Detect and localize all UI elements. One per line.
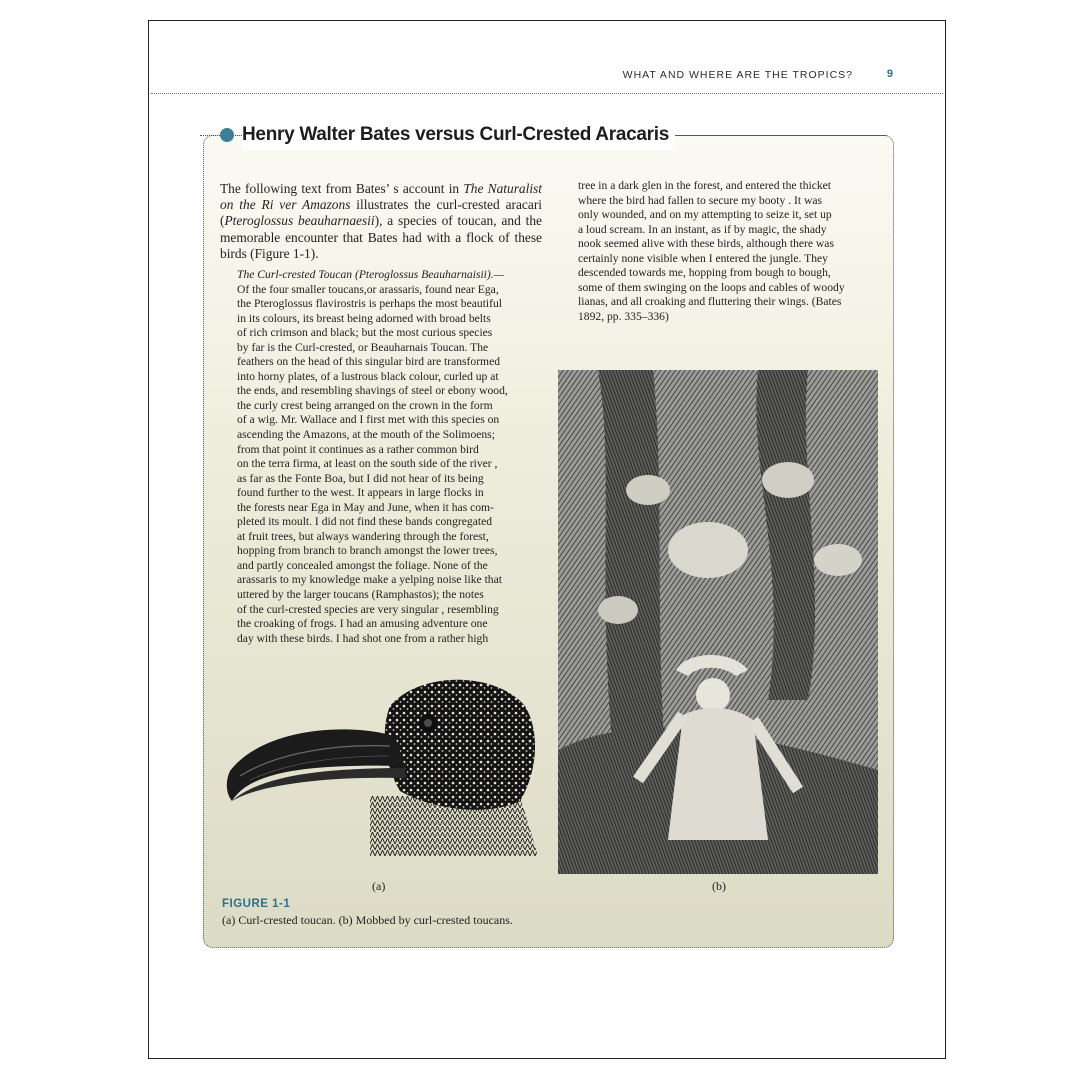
sidebar-heading: Henry Walter Bates versus Curl-Crested Aracaris xyxy=(242,120,675,150)
quote-line: into horny plates, of a lustrous black colour, curled up at xyxy=(237,369,499,383)
figure-label-b: (b) xyxy=(712,879,726,893)
quote-line: a loud scream. In an instant, as if by magic, the shady xyxy=(578,222,827,236)
quote-line: as far as the Fonte Boa, but I did not hear of its being xyxy=(237,471,484,485)
running-head xyxy=(149,69,945,85)
heading-leader-line xyxy=(200,135,222,136)
quote-line: arassaris to my knowledge make a yelping noise like that xyxy=(237,573,502,587)
mobbed-by-toucans-engraving xyxy=(558,370,878,874)
quote-left-lines xyxy=(237,283,527,647)
quote-line: the curly crest being arranged on the crown in the form xyxy=(237,398,493,412)
quote-line: of rich crimson and black; but the most curious species xyxy=(237,326,493,340)
quote-line: pleted its moult. I did not find these bands congregated xyxy=(237,515,493,529)
quote-line: on the terra firma, at least on the south side of the river , xyxy=(237,457,498,471)
quote-line: descended towards me, hopping from bough to bough, xyxy=(578,266,831,280)
quote-heading-text: The Curl-crested Toucan (Pteroglossus Beauharnaisii).— xyxy=(237,268,504,281)
book-page xyxy=(148,20,946,1059)
quote-line: found further to the west. It appears in large flocks in xyxy=(237,486,484,500)
species-name: Pteroglossus beauharnaesii xyxy=(224,213,375,229)
quote-line: and partly concealed amongst the foliage. None of the xyxy=(237,558,488,572)
quote-line: day with these birds. I had shot one from a rather high xyxy=(237,631,489,645)
book-title: The Naturalist on the Ri ver Amazons xyxy=(220,181,542,213)
quote-line: hopping from branch to branch amongst the lower trees, xyxy=(237,544,498,558)
quote-line: some of them swinging on the loops and cables of woody xyxy=(578,280,845,294)
quote-line: tree in a dark glen in the forest, and entered the thicket xyxy=(578,179,832,192)
page-number: 9 xyxy=(886,68,893,80)
quote-line: the Pteroglossus flavirostris is perhaps the most beautiful xyxy=(237,297,503,311)
quote-line: certainly none visible when I entered the jungle. They xyxy=(578,251,828,265)
quote-line: 1892, pp. 335–336) xyxy=(578,309,669,323)
quote-right-lines xyxy=(578,179,866,324)
header-rule xyxy=(151,93,943,94)
running-head-title: WHAT AND WHERE ARE THE TROPICS? xyxy=(622,69,853,81)
quote-line: in its colours, its breast being adorned with broad belts xyxy=(237,311,491,325)
bullet-dot-icon xyxy=(220,128,234,142)
quote-heading xyxy=(237,268,527,283)
quote-line: of the curl-crested species are very singular , resembling xyxy=(237,602,499,616)
figure-caption: (a) Curl-crested toucan. (b) Mobbed by curl-crested toucans. xyxy=(222,913,513,927)
quote-line: the croaking of frogs. I had an amusing adventure one xyxy=(237,617,488,631)
quote-line: feathers on the head of this singular bird are transformed xyxy=(237,355,501,369)
toucan-head-illustration xyxy=(220,676,538,856)
quote-line: from that point it continues as a rather common bird xyxy=(237,442,479,456)
quote-line: lianas, and all croaking and fluttering their wings. (Bates xyxy=(578,295,842,309)
intro-text-2: illustrates the curl-crested aracari ( xyxy=(220,197,542,229)
quote-column-right xyxy=(578,179,866,324)
quote-line: Of the four smaller toucans,or arassaris, found near Ega, xyxy=(237,282,499,296)
quote-line: nook seemed alive with these birds, although there was xyxy=(578,237,834,251)
quote-column-left xyxy=(237,268,527,646)
quote-line: at fruit trees, but always wandering through the forest, xyxy=(237,529,489,543)
quote-line: the ends, and resembling shavings of steel or ebony wood, xyxy=(237,384,508,398)
quote-line: the forests near Ega in May and June, when it has com- xyxy=(237,500,494,514)
quote-line: where the bird had fallen to secure my booty . It was xyxy=(578,193,823,207)
quote-line: of a wig. Mr. Wallace and I first met with this species on xyxy=(237,413,500,427)
figure-label-a: (a) xyxy=(372,879,386,893)
quote-line: only wounded, and on my attempting to seize it, set up xyxy=(578,208,832,222)
intro-text-1: The following text from Bates’ s account in xyxy=(220,181,464,196)
quote-line: uttered by the larger toucans (Ramphastos); the notes xyxy=(237,588,484,602)
figure-title: FIGURE 1-1 xyxy=(222,898,291,910)
sidebar-heading-row xyxy=(204,120,893,150)
intro-text-3: ), a species of toucan, and the memorable encounter that Bates had with a flock of these birds (Figure 1-1). xyxy=(220,213,542,261)
sidebar-box xyxy=(203,124,894,948)
quote-line: by far is the Curl-crested, or Beauharnais Toucan. The xyxy=(237,340,489,354)
quote-line: ascending the Amazons, at the mouth of the Solimoens; xyxy=(237,428,495,442)
intro-paragraph xyxy=(220,181,542,262)
